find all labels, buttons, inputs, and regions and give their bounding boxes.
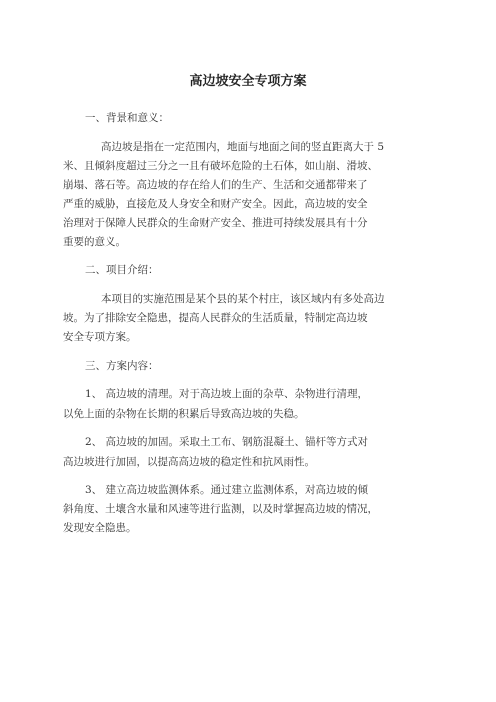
document-title: 高边坡安全专项方案 (189, 74, 307, 89)
paragraph-line: 严重的威胁，直接危及人身安全和财产安全。因此，高边坡的安全 (63, 198, 368, 210)
paragraph-line: 米、且倾斜度超过三分之一且有破坏危险的土石体，如山崩、滑坡、 (63, 160, 378, 172)
paragraph-line: 坡。为了排除安全隐患，提高人民群众的生活质量，特制定高边坡 (63, 312, 368, 324)
paragraph-line: 安全专项方案。 (63, 331, 137, 343)
paragraph-line: 治理对于保障人民群众的生命财产安全、推进可持续发展具有十分 (63, 217, 368, 229)
list-item-line: 以免上面的杂物在长期的积累后导致高边坡的失稳。 (63, 408, 305, 420)
paragraph-line: 重要的意义。 (63, 236, 126, 248)
paragraph-line: 崩塌、落石等。高边坡的存在给人们的生产、生活和交通都带来了 (63, 179, 368, 191)
paragraph-line: 本项目的实施范围是某个县的某个村庄，该区域内有多处高边 (101, 293, 385, 305)
list-item-line: 斜角度、土壤含水量和风速等进行监测，以及时掌握高边坡的情况， (63, 503, 378, 515)
section-heading: 二、项目介绍： (85, 264, 159, 276)
paragraph-line: 高边坡是指在一定范围内，地面与地面之间的竖直距离大于 5 (101, 141, 385, 153)
list-item-line: 高边坡进行加固，以提高高边坡的稳定性和抗风雨性。 (63, 456, 315, 468)
list-item-line: 1、 高边坡的清理。对于高边坡上面的杂草、杂物进行清理， (85, 388, 369, 400)
section-heading: 三、方案内容： (85, 360, 159, 372)
section-heading: 一、背景和意义： (85, 112, 169, 124)
list-item-line: 3、 建立高边坡监测体系。通过建立监测体系，对高边坡的倾 (85, 484, 369, 496)
list-item-line: 发现安全隐患。 (63, 522, 137, 534)
list-item-line: 2、 高边坡的加固。采取土工布、钢筋混凝土、锚杆等方式对 (85, 436, 369, 448)
